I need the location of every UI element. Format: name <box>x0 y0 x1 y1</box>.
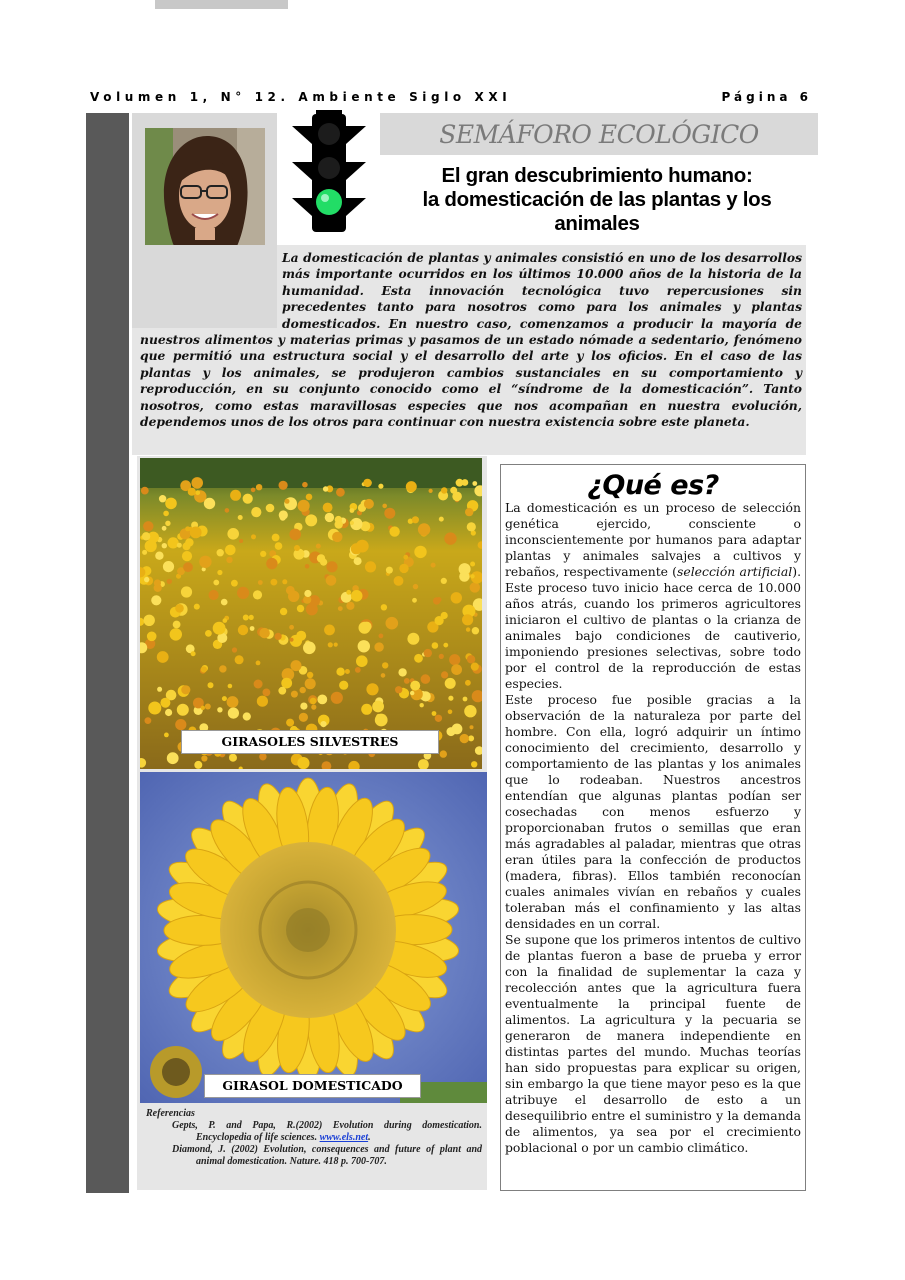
que-es-p1-b: ). Este proceso tuvo inicio hace cerca de 10.000 años atrás, cuando los primeros agricultores iniciaron el cultivo de plantas o la crianza de animales bajo condiciones de cautiverio, imponiendo presiones selectivas, sobre todo por el control de la reproducción de estas especies. <box>505 564 802 691</box>
references <box>146 1108 482 1168</box>
que-es-p1-a: La domesticación es un proceso de selección genética ejercido, consciente o inconscientemente por humanos para adaptar plantas y animales salvajes a cultivos y rebaños, respectivamente ( <box>505 500 801 579</box>
que-es-body <box>505 500 801 1156</box>
caption-wild-sunflowers: GIRASOLES SILVESTRES <box>181 730 439 754</box>
side-bar <box>86 113 129 1193</box>
reference-item-2: Diamond, J. (2002) Evolution, consequences and future of plant and animal domestication. Nature. 418 p. 700-707. <box>172 1144 482 1167</box>
intro-paragraph <box>140 250 802 430</box>
domestic-sunflower-photo <box>140 772 487 1103</box>
section-title: SEMÁFORO ECOLÓGICO <box>439 119 759 149</box>
article-headline <box>385 164 809 236</box>
reference-1-link[interactable]: www.els.net <box>319 1132 369 1143</box>
running-head <box>90 90 812 106</box>
reference-1-end: . <box>368 1132 371 1143</box>
section-band <box>380 113 818 155</box>
que-es-paragraph-3: Se supone que los primeros intentos de cultivo de plantas fueron a base de prueba y error con la finalidad de suplementar la caza y recolección antes que la agricultura fuera eventualmente la principal fuente de alimentos. La agricultura y la pecuaria se generaron de manera independiente en distintas partes del mundo. Muchas teorías han sido propuestas para explicar su origen, sin embargo la que tiene mayor peso es la que atribuye el desarrollo de esto a un desequilibrio entre el suministro y la demanda de alimentos, ya sea por el crecimiento poblacional o por un cambio climático. <box>505 932 801 1155</box>
que-es-p1-italic: selección artificial <box>677 564 793 579</box>
traffic-light-icon <box>288 110 370 234</box>
que-es-paragraph-2: Este proceso fue posible gracias a la observación de la naturaleza por parte del hombre. Con ella, logró adquirir un íntimo conocimiento del crecimiento, desarrollo y comportamiento de las plantas y los animales que lo rodeaban. Nuestros ancestros entendían que algunas plantas podían ser cosechadas con menos esfuerzo y proporcionaban frutos o semillas que eran más agradables al paladar, mientras que otras eran útiles para la confección de productos (madera, fibras). Ellos también reconocían cuales animales vivían en rebaños y cuales toleraban más el confinamiento y las altas densidades en un corral. <box>505 692 801 931</box>
headline-line-3: animales <box>554 212 640 235</box>
page-number: Página 6 <box>721 90 812 104</box>
reference-item-1 <box>146 1120 482 1144</box>
que-es-paragraph-1 <box>505 500 801 692</box>
intro-text: La domesticación de plantas y animales consistió en uno de los desarrollos más importante ocurridos en los últimos 10.000 años de la historia de la humanidad. Esta innovación tecnológica tuvo repercusiones sin precedentes tanto para nosotros como para los animales y plantas domesticados. En nuestro caso, comenzamos a producir la mayoría de nuestros alimentos y materias primas y pasamos de un estado nómade a sedentario, fenómeno que permitió una estructura social y el desarrollo del arte y los oficios. En el caso de las plantas y los animales, se produjeron cambios sustanciales en su comportamiento y reproducción, en su conjunto conocido como el “síndrome de la domesticación”. Tanto nosotros, como estas maravillosas especies que nos acompañan en nuestra evolución, dependemos unos de los otros para continuar con nuestra existencia sobre este planeta. <box>140 250 802 430</box>
issue-label: Volumen 1, N° 12. Ambiente Siglo XXI <box>90 90 512 104</box>
caption-domestic-sunflower: GIRASOL DOMESTICADO <box>204 1074 421 1098</box>
references-heading: Referencias <box>146 1108 195 1119</box>
wild-sunflowers-photo <box>140 458 482 769</box>
headline-line-2: la domesticación de las plantas y los <box>422 188 772 211</box>
headline-line-1: El gran descubrimiento humano: <box>441 164 753 187</box>
reference-1-text: Gepts, P. and Papa, R.(2002) Evolution during domestication. Encyclopedia of life sciences. <box>172 1120 482 1143</box>
intro-float-space <box>140 250 282 332</box>
top-tab <box>155 0 288 9</box>
que-es-title: ¿Qué es? <box>587 470 719 501</box>
